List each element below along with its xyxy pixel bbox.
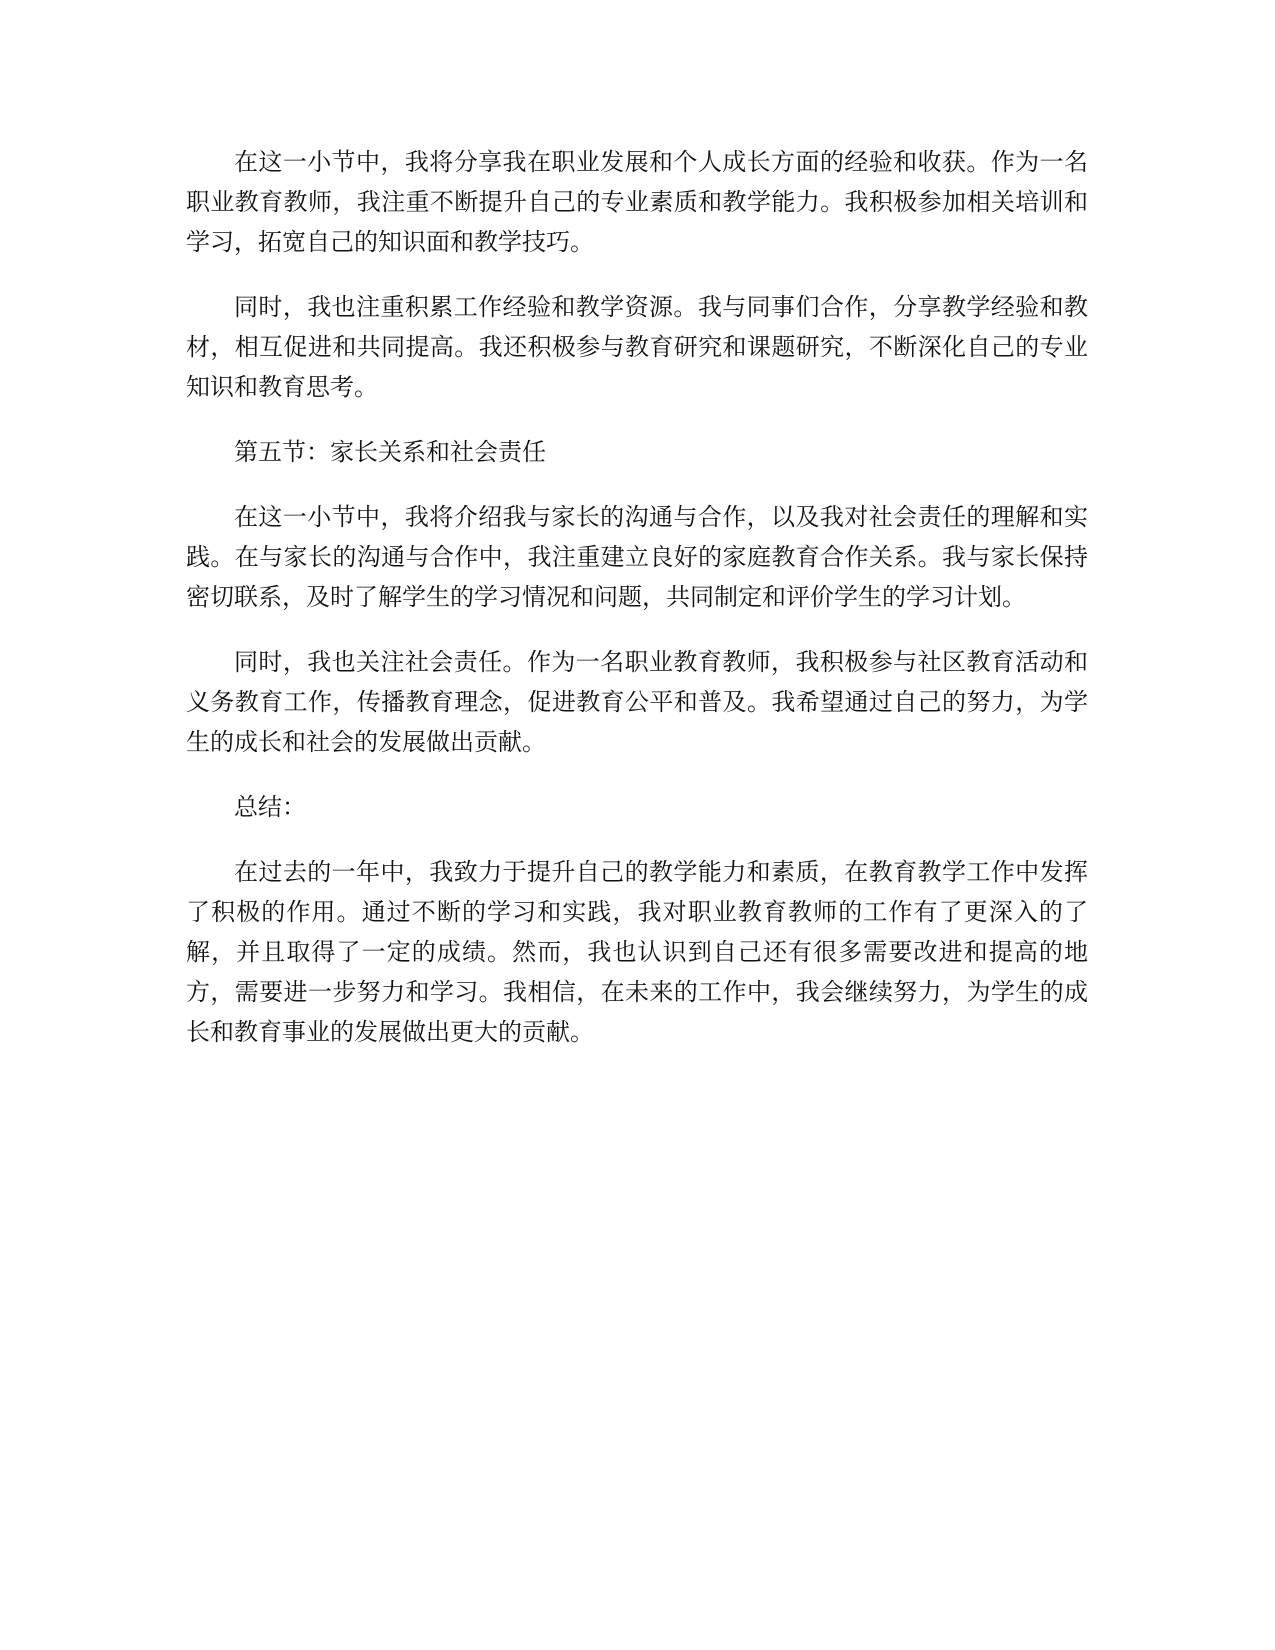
document-body [186,142,1088,1077]
summary-paragraph: 在过去的一年中，我致力于提升自己的教学能力和素质，在教育教学工作中发挥了积极的作用。通过不断的学习和实践，我对职业教育教师的工作有了更深入的了解，并且取得了一定的成绩。然而，我也认识到自己还有很多需要改进和提高的地方，需要进一步努力和学习。我相信，在未来的工作中，我会继续努力，为学生的成长和教育事业的发展做出更大的贡献。 [186,858,1088,1046]
section-heading-parents-society: 第五节：家长关系和社会责任 [234,438,546,466]
paragraph-professional-growth: 在这一小节中，我将分享我在职业发展和个人成长方面的经验和收获。作为一名职业教育教师，我注重不断提升自己的专业素质和教学能力。我积极参加相关培训和学习，拓宽自己的知识面和教学技巧。 [186,148,1088,256]
paragraph-teaching-resources: 同时，我也注重积累工作经验和教学资源。我与同事们合作，分享教学经验和教材，相互促进和共同提高。我还积极参与教育研究和课题研究，不断深化自己的专业知识和教育思考。 [186,293,1088,401]
paragraph-social-responsibility: 同时，我也关注社会责任。作为一名职业教育教师，我积极参与社区教育活动和义务教育工作，传播教育理念，促进教育公平和普及。我希望通过自己的努力，为学生的成长和社会的发展做出贡献。 [186,648,1088,756]
paragraph-parent-communication: 在这一小节中，我将介绍我与家长的沟通与合作，以及我对社会责任的理解和实践。在与家长的沟通与合作中，我注重建立良好的家庭教育合作关系。我与家长保持密切联系，及时了解学生的学习情况和问题，共同制定和评价学生的学习计划。 [186,503,1088,611]
summary-heading: 总结： [234,793,306,821]
